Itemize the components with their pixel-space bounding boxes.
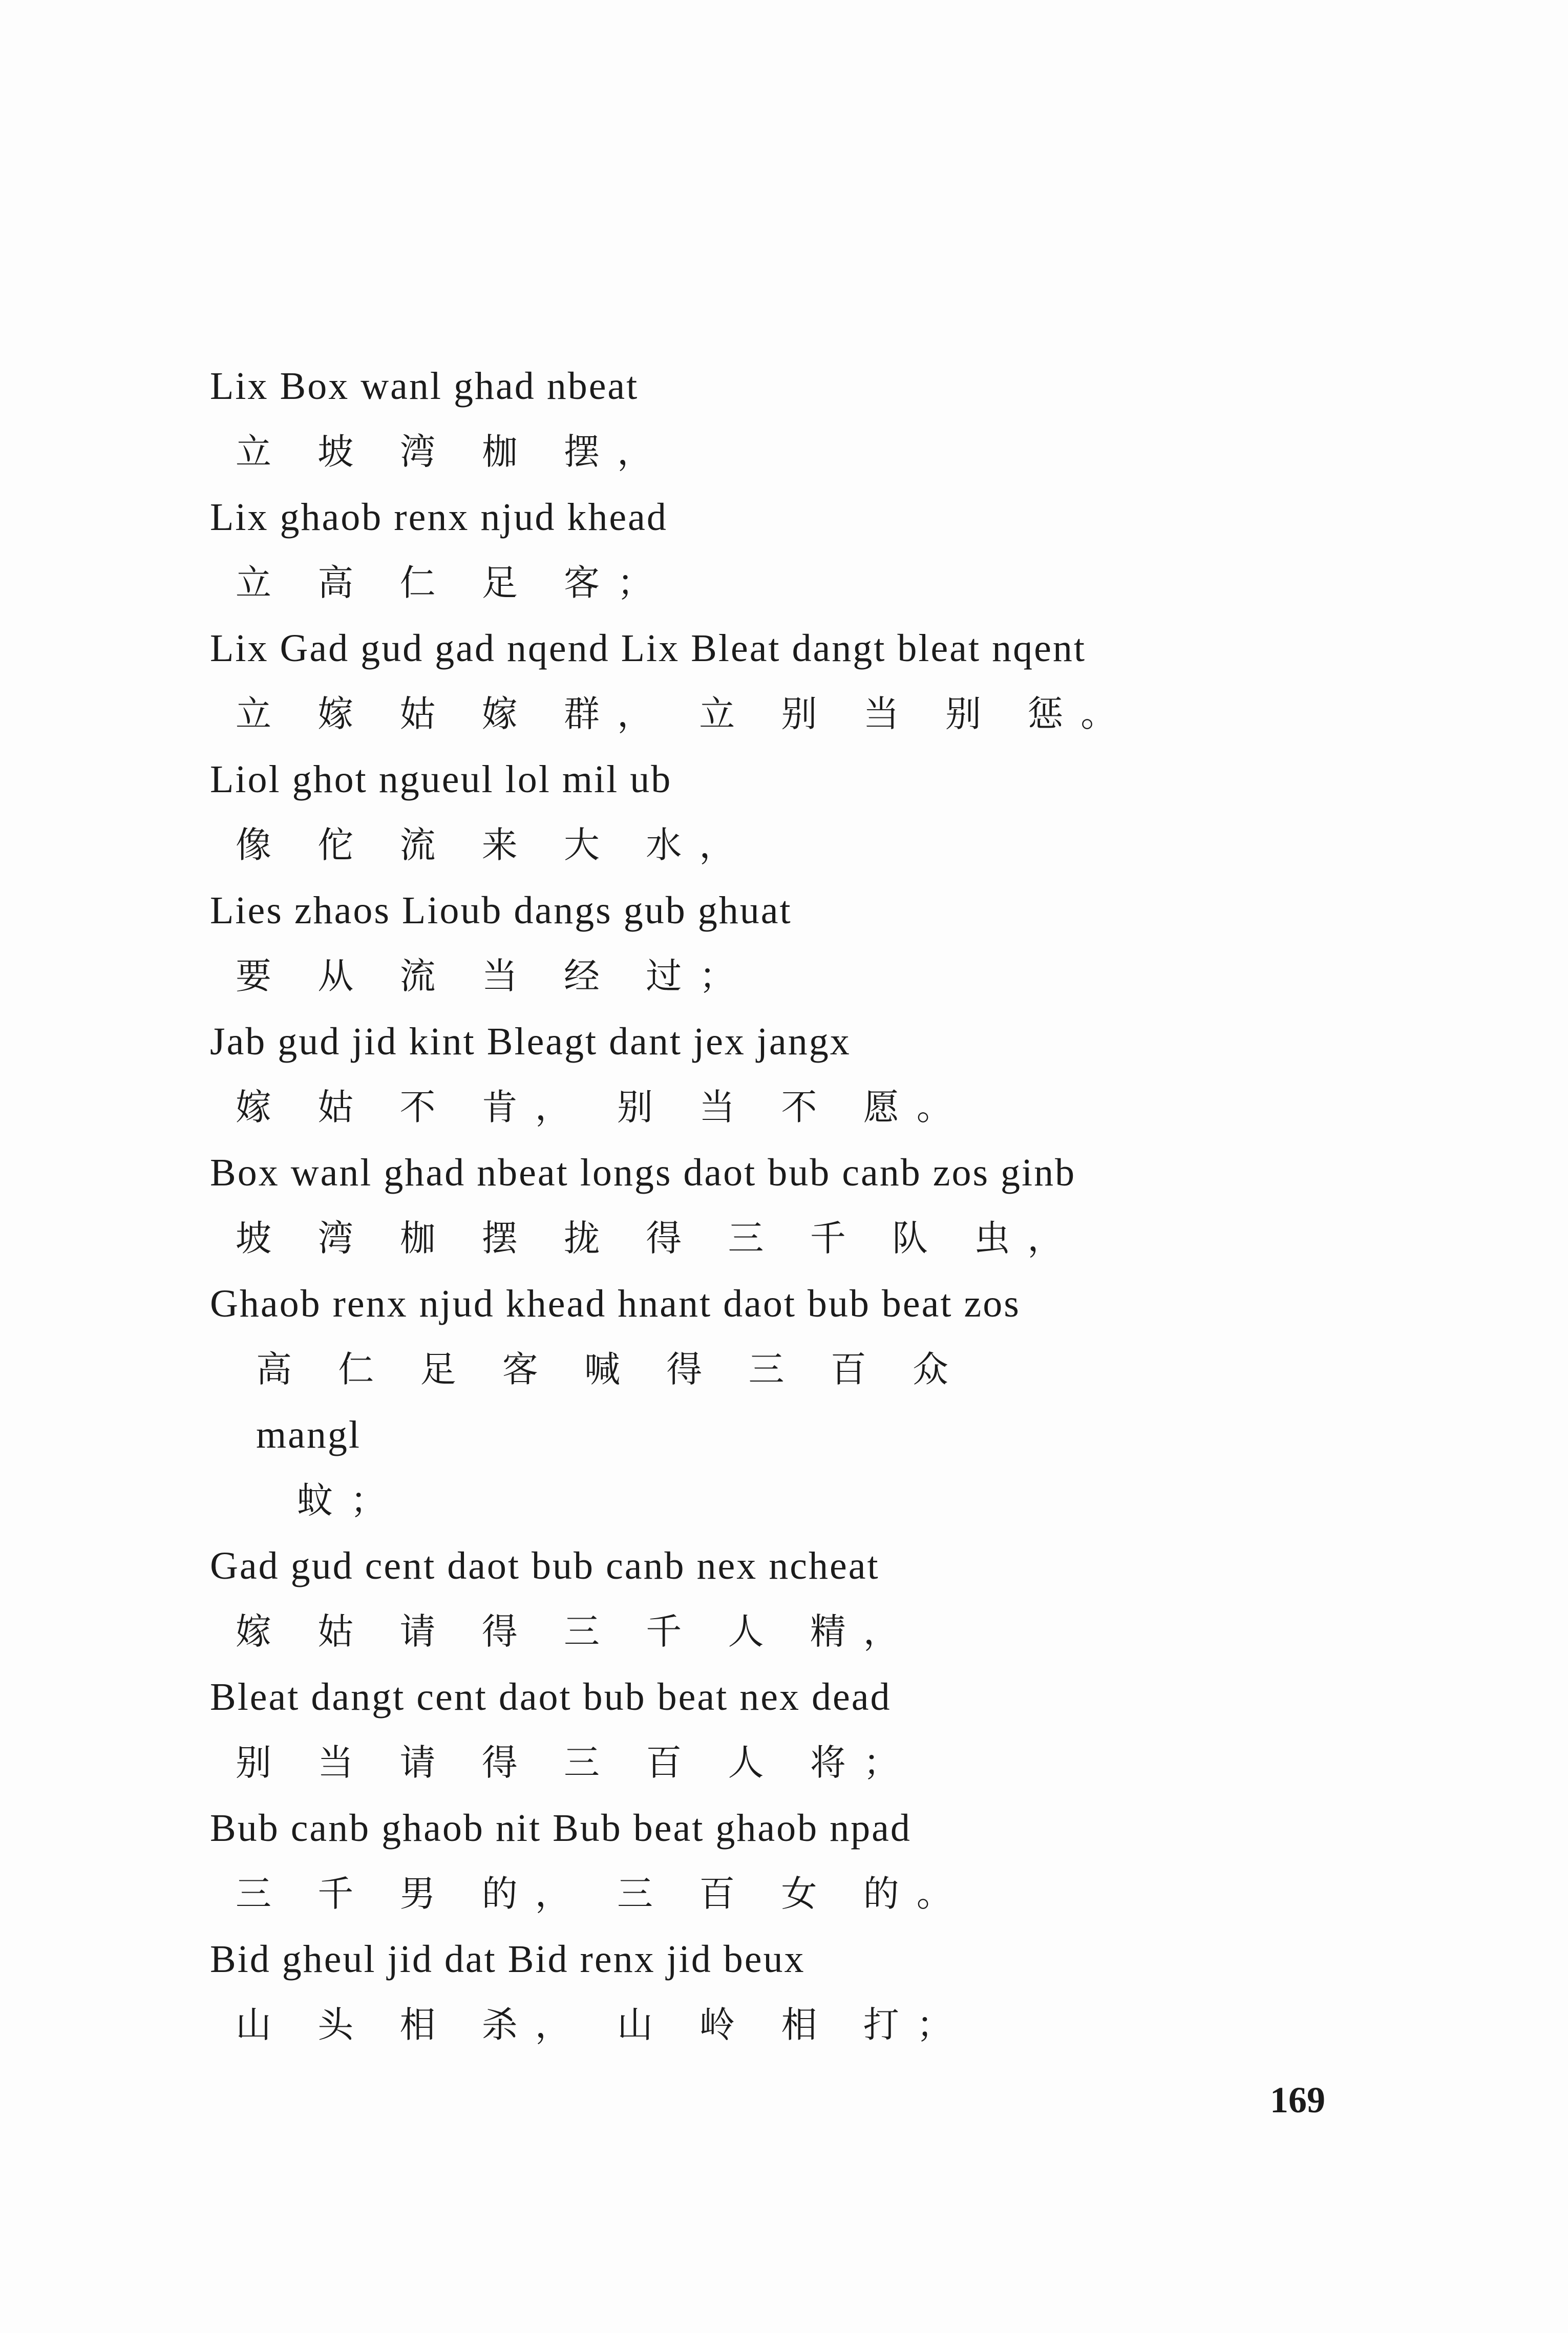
verse-line-miao: Bleat dangt cent daot bub beat nex dead: [210, 1675, 892, 1719]
verse-line-miao: Bid gheul jid dat Bid renx jid beux: [210, 1938, 806, 1981]
verse-block: [210, 353, 1480, 2058]
verse-line-miao: Bub canb ghaob nit Bub beat ghaob npad: [210, 1807, 912, 1850]
page-number: 169: [1270, 2080, 1325, 2120]
verse-line-miao: Box wanl ghad nbeat longs daot bub canb zos ginb: [210, 1151, 1076, 1194]
verse-line-chinese: 蚊；: [297, 1479, 404, 1521]
verse-line-chinese: 山 头 相 杀， 山 岭 相 打；: [236, 2004, 970, 2046]
verse-line-miao: Gad gud cent daot bub canb nex ncheat: [210, 1544, 880, 1587]
verse-line-chinese: 要 从 流 当 经 过；: [236, 955, 753, 997]
verse-line-miao: mangl: [256, 1413, 361, 1456]
verse-line-chinese: 高 仁 足 客 喊 得 三 百 众: [256, 1348, 966, 1390]
verse-line-chinese: 嫁 姑 不 肯， 别 当 不 愿。: [236, 1086, 970, 1128]
verse-line-miao: Lix ghaob renx njud khead: [210, 496, 668, 539]
verse-line-miao: Lix Box wanl ghad nbeat: [210, 365, 639, 408]
verse-line-miao: Ghaob renx njud khead hnant daot bub beat zos: [210, 1282, 1021, 1325]
verse-line-chinese: 立 坡 湾 枷 摆，: [236, 431, 671, 473]
verse-line-miao: Liol ghot ngueul lol mil ub: [210, 758, 672, 801]
verse-line-chinese: 三 千 男 的， 三 百 女 的。: [236, 1873, 970, 1915]
verse-line-miao: Lix Gad gud gad nqend Lix Bleat dangt bleat nqent: [210, 627, 1086, 670]
verse-line-chinese: 立 高 仁 足 客；: [236, 562, 671, 604]
verse-line-chinese: 别 当 请 得 三 百 人 将；: [236, 1742, 917, 1784]
verse-line-chinese: 立 嫁 姑 嫁 群， 立 别 当 别 惩。: [236, 693, 1134, 735]
verse-line-chinese: 嫁 姑 请 得 三 千 人 精，: [236, 1610, 917, 1652]
verse-line-chinese: 像 佗 流 来 大 水，: [236, 824, 753, 866]
verse-line-miao: Lies zhaos Lioub dangs gub ghuat: [210, 889, 792, 932]
verse-line-chinese: 坡 湾 枷 摆 拢 得 三 千 队 虫，: [236, 1217, 1081, 1259]
verse-line-miao: Jab gud jid kint Bleagt dant jex jangx: [210, 1020, 851, 1063]
